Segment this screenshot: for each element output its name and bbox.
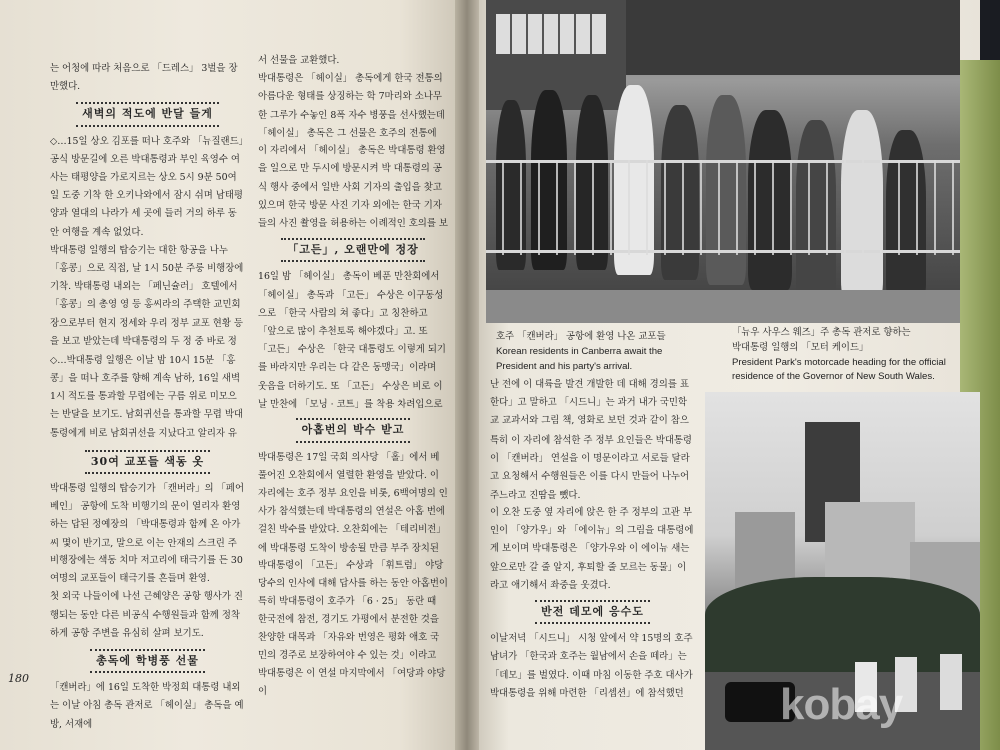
paragraph: 첫 외국 나들이에 나선 근혜양은 공항 행사가 진행되는 동안 다른 비공식 수행원들과 함께 정착하게 공항 주변을 유심히 살펴 보기도. — [50, 591, 243, 639]
caption-english-line: President and his party's arrival. — [496, 360, 633, 372]
paragraph: ◇…박대통령 일행은 이날 밤 10시 15분 「홍콩」을 떠나 호주를 향해 계속 남하, 16일 새벽 1시 적도를 통과할 무렵에는 구름 위로 미모으는 반달을 보기도. 남회귀선을 통과할 무렵 박대통령에게 비로 남회귀선을 지났다고 알리자 유 — [50, 354, 243, 439]
left-column-1 — [50, 60, 245, 734]
paragraph: 박대통령은 「헤이실」 총독에게 한국 전통의 아름다운 형태를 상징하는 학 7마리와 소나무 한 그루가 수놓인 8폭 자수 병풍을 선사했는데 「헤이실」 총독은 그 선물은 호주의 전통에 — [258, 73, 445, 139]
section-heading: 30여 교포들 색동 옷 — [50, 450, 245, 474]
section-heading: 새벽의 적도에 반달 들게 — [50, 102, 245, 126]
photo-caption-1 — [496, 330, 716, 374]
paragraph: 이 자리에서 「헤이실」 총독은 박대통령 환영을 일으로 만 두시에 방문시켜 박 대통령의 공식 행사 중에서 일반 사회 기자의 출입을 찾고 있으며 한국 방문 사진 기자 외에는 한국 기자들의 사진 촬영을 허용하는 이례적인 호의를 보 — [258, 145, 448, 230]
paragraph: 서 선물을 교환했다. — [258, 55, 340, 66]
page-number: 180 — [8, 672, 29, 685]
section-heading: 「고든」, 오랜만에 정장 — [258, 238, 448, 262]
paragraph: 박대통령은 이 연설 마지막에서 「여당과 야당이 — [258, 667, 446, 697]
left-column-2 — [258, 52, 448, 701]
paragraph: 특히 박대통령이 호주가 「6 · 25」 동란 때 한국전에 참전, 경기도 가평에서 분전한 것을 찬양한 대목과 「자유와 번영은 평화 애호 국민의 경주로 보장하여야 수 있는 것」이라고 — [258, 595, 440, 662]
paragraph: 이날저녁 「시드니」 시청 앞에서 약 15명의 호주 남녀가 「한국과 호주는 월남에서 손을 떼라」는 「데모」를 벌였다. 이때 마침 이동한 주호 대사가 박대통령을 위해 마련한 「리셉션」에 참석했던 — [490, 633, 693, 699]
paragraph: 박대통령 일행의 탑승기는 대한 항공을 나누 「홍콩」으로 직접, 날 1시 50분 주룽 비행장에 기착. 박태통령 내외는 「페닌슐러」 호텔에서 「홍콩」의 총영 영 등 홍씨라의 주택한 교민회장으로부터 현지 정세와 우리 정부 교포 현황 등을 보고 받았는데 박대통령의 두 정 중 바로 정 — [50, 244, 244, 347]
paragraph: 박대통령 일행의 탑승기가 「캔버라」의 「페어베인」 공항에 도착 비행기의 문이 열리자 환영하는 답된 정예장의 「박대통령과 함께 온 아가씨 몇이 반기고, 말으로 이는 안재의 스크린 주 — [50, 483, 245, 549]
ground — [486, 290, 960, 323]
caption-korean: 「뉴우 사우스 웨즈」주 총독 관저로 향하는 — [732, 327, 911, 338]
caption-english-line: residence of the Governor of New South Wales. — [732, 371, 935, 383]
caption-korean: 호주 「캔버라」 공항에 환영 나온 교포들 — [496, 331, 666, 342]
motorcycle-rider — [940, 654, 962, 710]
paragraph: 특히 이 자리에 참석한 주 정부 요인들은 박대통령이 「캔버라」 연설을 이 명문이라고 서로들 달라고 요청해서 수행원들은 이를 다시 만들어 나누어 주느라고 진땀을 뺐다. — [490, 435, 692, 501]
photo-koreans-at-canberra-airport — [486, 0, 960, 323]
paragraph: 16일 밤 「헤이실」 총독이 베푼 만찬회에서 「헤이실」 총독과 「고든」 수상은 이구동성으로 「한국 사람의 쳐 좋다」고 칭찬하고 「앞으로 많이 추천토록 해야겠다」고. 또 「고든」 수상은 「한국 대통령도 이렇게 되기를 바라지만 우리는 다 같은 동맹국」이라며 웃음을 더하기도. 또 「고든」 수상은 비로 이날 만찬에 「모닝 · 코트」를 착용 차려입으로 — [258, 271, 446, 410]
building-shape — [626, 0, 960, 75]
caption-english-line: President Park's motorcade heading for the official — [732, 356, 946, 368]
paragraph: 난 전에 이 대륙을 발견 개발한 데 대해 경의를 표한다」고 말하고 「시드니」는 과거 내가 국민학교 교과서와 그림 책, 영화로 보던 것과 같이 참으 — [490, 379, 689, 427]
photo-caption-2 — [732, 326, 967, 385]
paragraph: ◇…15일 상오 김포를 떠나 호주와 「뉴질랜드」공식 방문길에 오른 박대통령과 부인 육영수 여사는 태평양을 가로지르는 상오 5시 9분 50여일 도중 기착 한 오키나와에서 잠시 쉬며 남태평양과 열대의 나라가 세 곳에 들러 거의 하루 동안 여행을 계속 없었다. — [50, 135, 244, 238]
watermark-logo: kobay — [780, 680, 903, 729]
intro-text: 는 어청에 따라 처음으로 「드레스」 3벌을 장만했다. — [50, 63, 238, 93]
caption-english-line: Korean residents in Canberra await the — [496, 345, 663, 357]
section-heading: 총독에 학병풍 선물 — [50, 649, 245, 673]
paragraph: 「캔버라」에 16일 도착한 박정희 대통령 내외는 이날 아침 총독 관저로 「헤이실」 총독을 예방, 서재에 — [50, 682, 244, 730]
right-column — [490, 376, 695, 704]
paragraph: 박대통령이 「고든」 수상과 「휘트럼」 야당 당수의 인사에 대해 답사를 하는 동안 아홉번이 — [258, 559, 448, 589]
trees — [705, 577, 980, 672]
fence-bars — [486, 160, 960, 255]
section-heading: 반전 데모에 응수도 — [490, 600, 695, 624]
book-spine — [455, 0, 479, 750]
window-shape — [496, 14, 606, 54]
section-heading: 아홉번의 박수 받고 — [258, 418, 448, 442]
caption-korean: 박대통령 일행의 「모터 케이드」 — [732, 341, 869, 353]
paragraph: 이 오찬 도중 옆 자리에 앉은 한 주 정부의 고관 부인이 「양가우」와 「에이뉴」의 그림을 대통령에게 보이며 박대통령은 「양가우와 이 에이뉴 새는 앞으로만 갈 줄 알지, 후퇴할 줄 모르는 동물」이라고 애기해서 좌중을 웃겼다. — [490, 507, 694, 591]
paragraph: 비행장에는 색동 치마 저고리에 태극기를 든 30여명의 교포들이 태극기를 흔들며 환영. — [50, 555, 243, 585]
paragraph: 박대통령은 17일 국회 의사당 「홀」에서 베풀어진 오찬회에서 열렬한 환영을 받았다. 이 자리에는 호주 정부 요인을 비롯, 6백여명의 인사가 참석했는데 박대통령의 연설은 아홉 번에 걸친 박수를 받았다. 오찬회에는 「테리비전」에 박대통령 도착이 방송될 만큼 부주 장치된 — [258, 451, 448, 554]
